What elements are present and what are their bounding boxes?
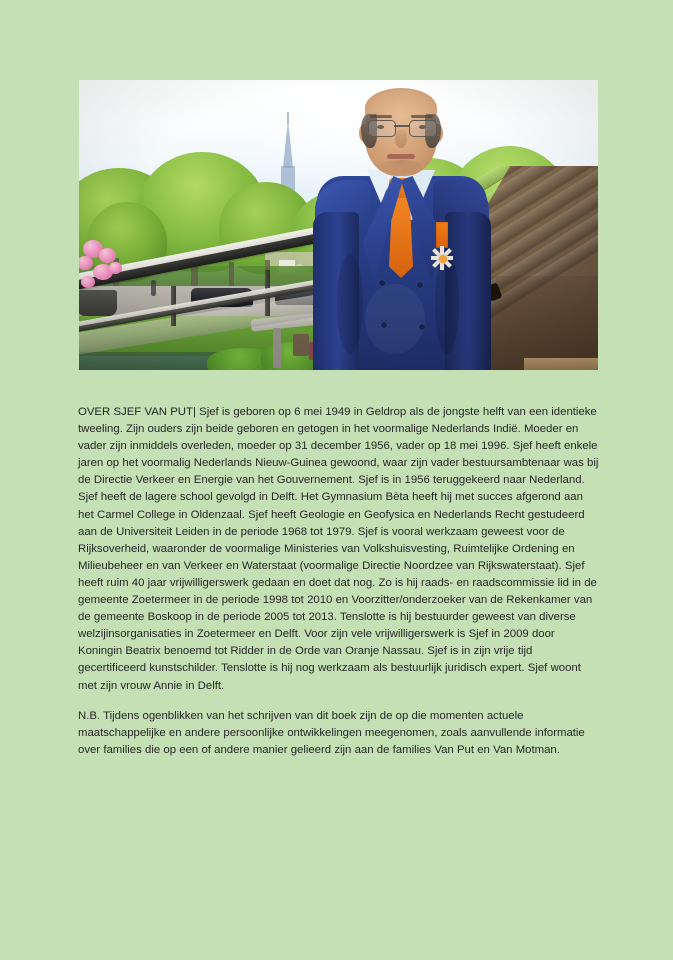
eyeglass-bridge [394,125,409,127]
paragraph-biography: OVER SJEF VAN PUT| Sjef is geboren op 6 mei 1949 in Geldrop als de jongste helft van een identieke tweeling. Zijn ouders zijn beide geboren en getogen in het voormalige Nederlands Indië. Moeder en vader zijn inmiddels overleden, moeder op 31 december 1956, vader op 18 mei 1996. Sjef heeft enkele jaren op het voormalig Nederlands Nieuw-Guinea gewoond, waar zijn vader bestuursambtenaar was bij de Directie Verkeer en Energie van het Gouvernement. Sjef is in 1956 teruggekeerd naar Nederland. Sjef heeft de lagere school gevolgd in Delft. Het Gymnasium Bèta heeft hij met succes afgerond aan het Carmel College in Oldenzaal. Sjef heeft Geologie en Geofysica en Nederlands Recht gestudeerd aan de Universiteit Leiden in de periode 1968 tot 1979. Sjef is vooral werkzaam geweest voor de Rijksoverheid, waaronder de voormalige Ministeries van Volkshuisvesting, Ruimtelijke Ordening en Milieubeheer en van Verkeer en Waterstaat (voormalige Directie Noordzee van Rijkswaterstaat). Sjef heeft ruim 40 jaar vrijwilligerswerk gedaan en doet dat nog. Zo is hij raads- en raadscommissie lid in de gemeente Zoetermeer in de periode 1998 tot 2010 en Voorzitter/onderzoeker van de Rekenkamer van de gemeente Boskoop in de periode 2005 tot 2013. Tenslotte is hij bestuurder geweest van diverse welzijinsorganisaties in Zoetermeer en Delft. Voor zijn vele vrijwilligerswerk is Sjef in 2009 door Koningin Beatrix benoemd tot Ridder in de Orde van Oranje Nassau. Sjef is in zijn vrije tijd gecertificeerd kunstschilder. Tenslotte is hij nog werkzaam als bestuurlijk juridisch expert. Sjef woont met zijn vrouw Annie in Delft. [78,406,599,692]
cross-center [438,254,448,264]
flower [99,248,116,263]
paragraph-note: N.B. Tijdens ogenblikken van het schrijven van dit boek zijn de op die momenten actuele maatschappelijke en andere persoonlijke ontwikkelingen meegenomen, zoals aanvullende informatie over families die op een of andere manier gelieerd zijn aan de families Van Put en Van Motman. [78,709,585,756]
eyebrow [411,115,433,118]
flower [109,262,122,274]
wood-beam [524,358,598,370]
suit-button [381,322,387,328]
portrait-photo [79,80,598,370]
flower [81,276,95,288]
suit-button [417,282,423,288]
order-of-orange-nassau-medal [429,222,455,278]
patio-table-leg [273,328,281,368]
chin [379,160,423,174]
suit-button [419,324,425,330]
eyeglass-lens [368,120,396,137]
flower-pot [79,290,117,316]
photo-scene [79,80,598,370]
man-portrait [307,84,497,370]
jacket-fold [337,254,363,354]
suit-button [379,280,385,286]
pedestrian [151,280,156,296]
nose [395,130,407,148]
medal-cross-icon [431,246,453,270]
biography-text [78,404,599,759]
pink-flowers [79,238,139,314]
flower [79,256,93,270]
jacket-fold [365,284,425,354]
eyebrow [370,115,392,118]
medal-ribbon [436,222,448,248]
eyeglass-lens [409,120,437,137]
mouth [387,154,415,159]
